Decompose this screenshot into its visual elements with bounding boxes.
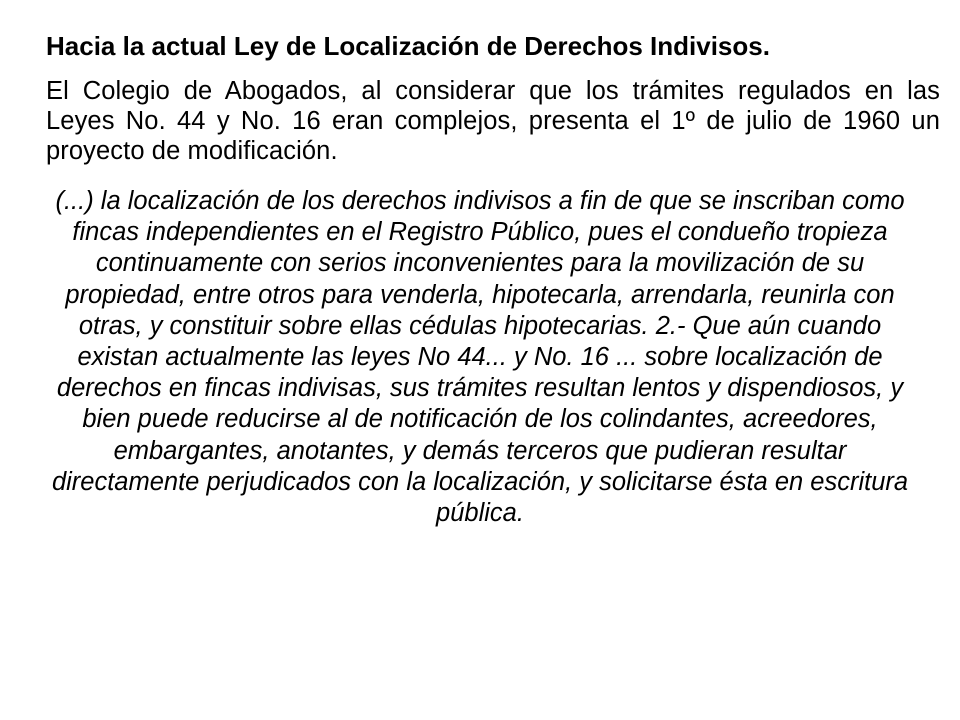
quote-paragraph: (...) la localización de los derechos indivisos a fin de que se inscriban como fincas independientes en el Registro Público, pues el condueño tropieza continuamente con serios inconvenientes para la movilización de su propiedad, entre otros para venderla, hipotecarla, arrendarla, reunirla con otras, y constituir sobre ellas cédulas hipotecarias. 2.- Que aún cuando existan actualmente las leyes No 44... y No. 16 ... sobre localización de derechos en fincas indivisas, sus trámites resultan lentos y dispendiosos, y bien puede reducirse al de notificación de los colindantes, acreedores, embargantes, anotantes, y demás terceros que pudieran resultar directamente perjudicados con la localización, y solicitarse ésta en escritura pública. [51, 187, 909, 528]
intro-paragraph: El Colegio de Abogados, al considerar que los trámites regulados en las Leyes No. 44 y No. 16 eran complejos, presenta el 1º de julio de 1960 un proyecto de modificación. [46, 77, 940, 165]
slide-title: Hacia la actual Ley de Localización de Derechos Indivisos. [46, 31, 770, 61]
